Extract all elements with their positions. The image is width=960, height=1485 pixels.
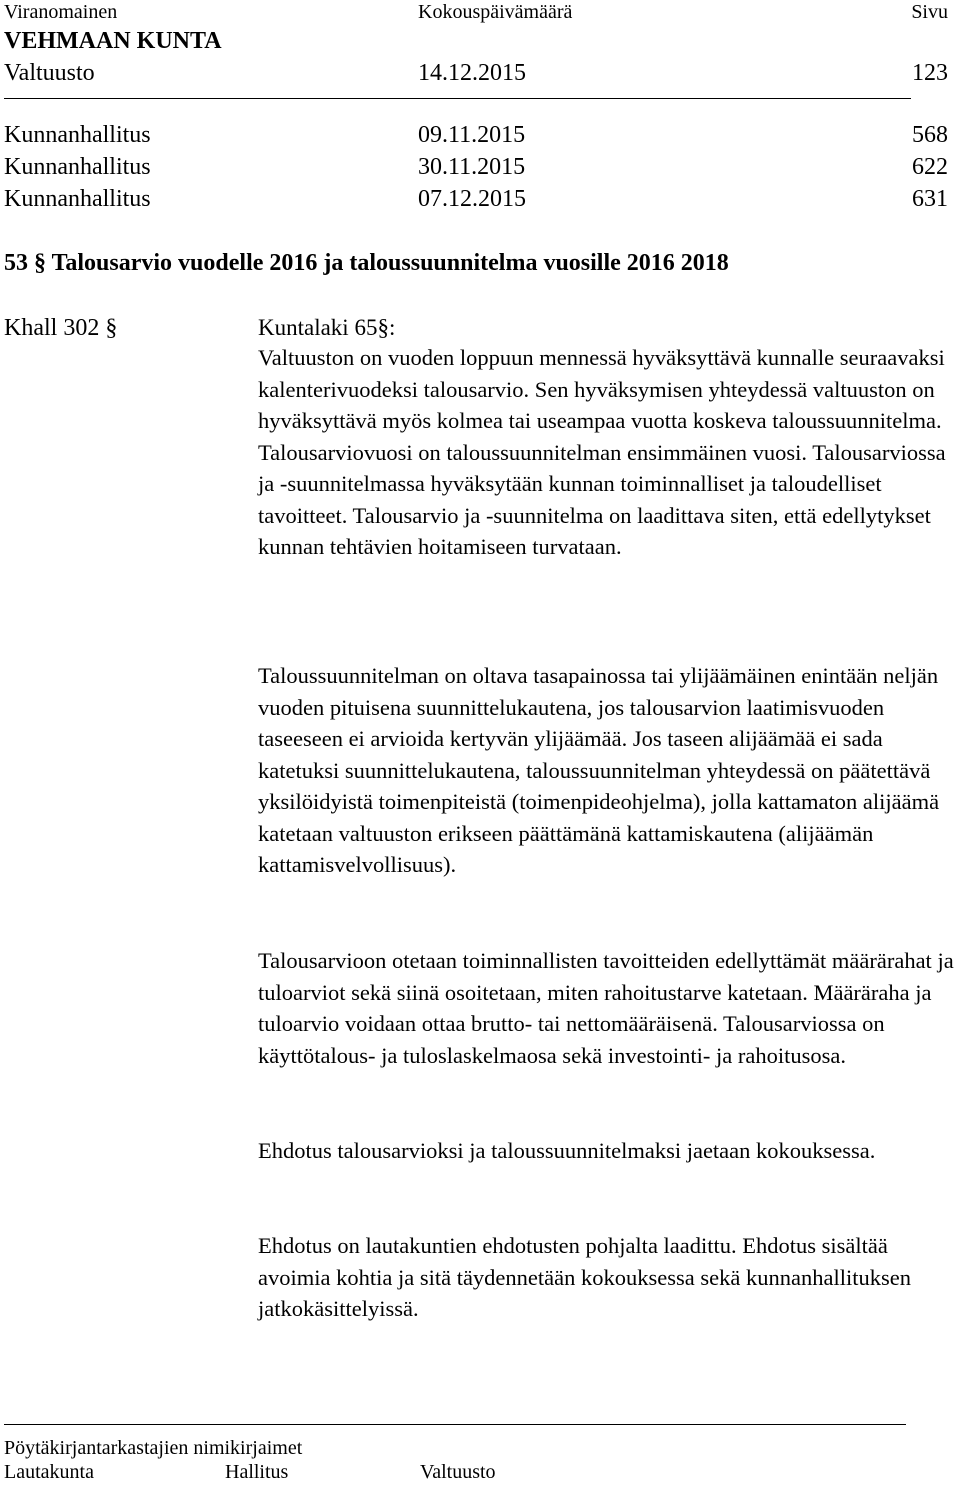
page-column-label: Sivu <box>911 1 948 23</box>
header-rule <box>4 98 911 99</box>
history-body: Kunnanhallitus <box>4 186 151 212</box>
body-paragraph: Talousarvioon otetaan toiminnallisten tavoitteiden edellyttämät määrärahat ja tuloarviot sekä siinä osoitetaan, miten rahoitustarve katetaan. Määräraha ja tuloarvio voidaan ottaa brutto- tai nettomääräisenä. Talousarviossa on käyttötalous- ja tuloslaskelmaosa sekä investointi- ja rahoitusosa. <box>258 948 954 1068</box>
history-date: 09.11.2015 <box>418 122 526 148</box>
authority-column-label: Viranomainen <box>4 1 118 23</box>
section-symbol: § <box>105 315 118 341</box>
reference-label: Khall 302 <box>4 315 100 341</box>
footer-body-valtuusto: Valtuusto <box>420 1461 496 1483</box>
history-page: 568 <box>912 122 948 148</box>
footer-rule <box>4 1424 906 1425</box>
history-page: 622 <box>912 154 948 180</box>
municipality-name: VEHMAAN KUNTA <box>4 28 222 54</box>
board-reference <box>4 313 117 343</box>
footer-body-hallitus: Hallitus <box>225 1461 289 1483</box>
current-body: Valtuusto <box>4 60 95 86</box>
meeting-date-column-label: Kokouspäivämäärä <box>418 1 573 23</box>
body-paragraph: Ehdotus on lautakuntien ehdotusten pohjalta laadittu. Ehdotus sisältää avoimia kohtia ja sitä täydennetään kokouksessa sekä kunnanhallituksen jatkokäsittelyissä. <box>258 1233 911 1321</box>
body-paragraph: Taloussuunnitelman on oltava tasapainossa tai ylijäämäinen enintään neljän vuoden pituisena suunnittelukautena, jos talousarvion laatimisvuoden taseeseen ei arvioida kertyvän ylijäämää. Jos taseen alijäämää ei sada katetuksi suunnittelukautena, taloussuunnitelman yhteydessä on päätettävä yksilöidyistä toimenpiteistä (toimenpideohjelma), jolla kattamaton alijäämä katetaan valtuuston erikseen päättämänä kattamiskautena (alijäämän kattamisvelvollisuus). <box>258 663 940 877</box>
body-paragraph: Ehdotus talousarvioksi ja taloussuunnitelmaksi jaetaan kokouksessa. <box>258 1138 876 1163</box>
footer-body-lautakunta: Lautakunta <box>4 1461 94 1483</box>
history-page: 631 <box>912 186 948 212</box>
current-page: 123 <box>912 60 948 86</box>
law-heading: Kuntalaki 65§: <box>258 315 396 340</box>
current-date: 14.12.2015 <box>418 60 526 86</box>
history-date: 30.11.2015 <box>418 154 526 180</box>
agenda-item-title <box>4 248 729 278</box>
item-title-text: Talousarvio vuodelle 2016 ja taloussuunnitelma vuosille 2016 2018 <box>51 250 729 276</box>
item-number: 53 <box>4 250 28 276</box>
signature-label: Pöytäkirjantarkastajien nimikirjaimet <box>4 1437 303 1459</box>
history-body: Kunnanhallitus <box>4 154 151 180</box>
history-date: 07.12.2015 <box>418 186 526 212</box>
body-paragraph: Valtuuston on vuoden loppuun mennessä hyväksyttävä kunnalle seuraavaksi kalenterivuodeksi talousarvio. Sen hyväksymisen yhteydessä valtuuston on hyväksyttävä myös kolmea tai useampaa vuotta koskeva taloussuunnitelma. Talousarviovuosi on taloussuunnitelman ensimmäinen vuosi. Talousarviossa ja -suunnitelmassa hyväksytään kunnan toiminnalliset ja taloudelliset tavoitteet. Talousarvio ja -suunnitelma on laadittava siten, että edellytykset kunnan tehtävien hoitamiseen turvataan. <box>258 345 946 559</box>
history-body: Kunnanhallitus <box>4 122 151 148</box>
section-symbol: § <box>34 250 46 276</box>
